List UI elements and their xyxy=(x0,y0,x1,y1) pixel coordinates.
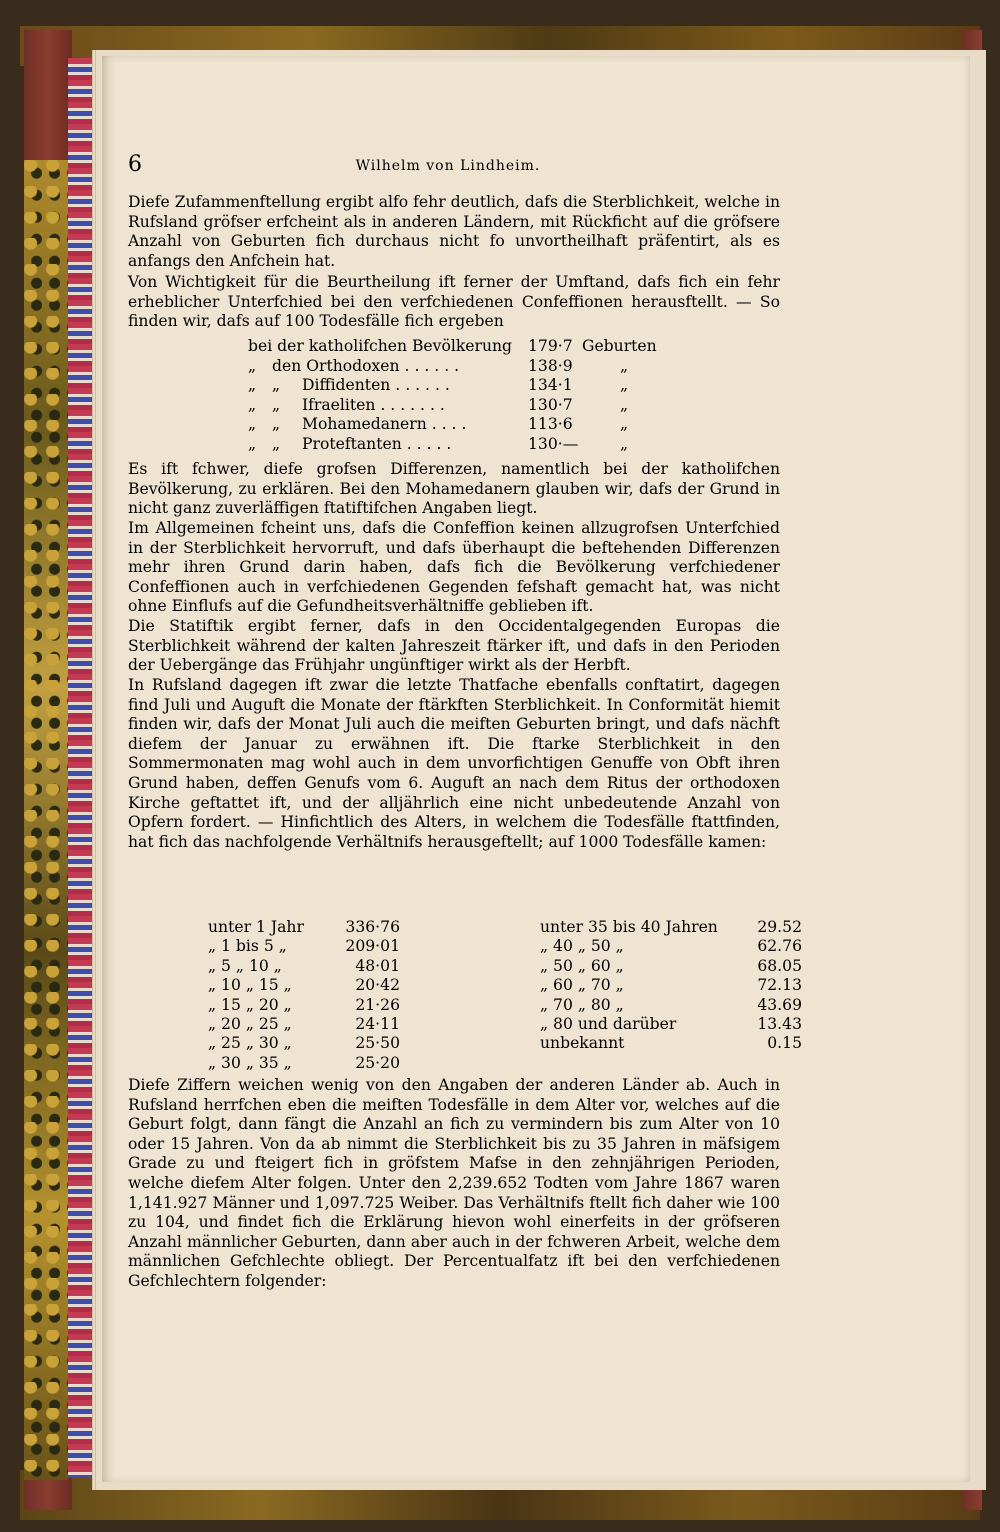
age-row xyxy=(208,937,400,956)
paragraph-3: Es ift fchwer, diefe grofsen Differenzen, namentlich bei der katholifchen Bevölkerung, zu erklären. Bei den Mohamedanern glauben wir, dafs der Grund in nicht ganz zuverläffigen ftatiftifchen Angaben liegt. xyxy=(128,460,780,518)
age-label: „ 15 „ 20 „ xyxy=(208,995,292,1014)
age-value: 29.52 xyxy=(757,918,802,936)
age-value: 336·76 xyxy=(345,918,400,936)
confession-unit: „ xyxy=(620,376,629,395)
ditto-mark: „ xyxy=(248,434,257,453)
age-value: 24·11 xyxy=(355,1014,400,1033)
confession-row xyxy=(248,357,657,377)
age-value: 62.76 xyxy=(757,937,802,956)
age-row xyxy=(540,918,802,937)
paragraph-5: Die Statiftik ergibt ferner, dafs in den Occidentalgegenden Europas die Sterblichkeit während der kalten Jahreszeit ftärker ift, und dafs in den Perioden der Uebergänge das Frühjahr ungünftiger wirkt als der Herbft. xyxy=(128,617,780,675)
age-label: „ 80 und darüber xyxy=(540,1014,677,1033)
age-value: 68.05 xyxy=(757,956,802,975)
age-table-right xyxy=(540,918,802,1054)
age-row xyxy=(208,1015,400,1034)
age-label: „ 20 „ 25 „ xyxy=(208,1014,292,1033)
paragraph-7: Diefe Ziffern weichen wenig von den Angaben der anderen Länder ab. Auch in Rufsland herrfchen eben die meiften Todesfälle in dem Alter vor, welches auf die Geburt folgt, dann fängt die Anzahl an fich zu vermindern bis zum Alter von 10 oder 15 Jahren. Von da ab nimmt die Sterblichkeit bis zu 35 Jahren in mäfsigem Grade zu und fteigert fich in gröfstem Mafse in den zehnjährigen Perioden, welche diefem Alter folgen. Unter den 2,239.652 Todten vom Jahre 1867 waren 1,141.927 Männer und 1,097.725 Weiber. Das Verhältnifs ftellt fich daher wie 100 zu 104, und findet fich die Erklärung hievon wohl einerfeits in der gröfseren Anzahl männlicher Geburten, dann aber auch in der fchweren Arbeit, welche dem männlichen Gefchlechte obliegt. Der Percentualfatz ift bei den verfchiedenen Gefchlechtern folgender: xyxy=(128,1076,780,1290)
confession-label: Diffidenten . . . . . . xyxy=(302,376,450,395)
confession-value: 134·1 xyxy=(528,376,573,395)
ditto-mark: „ xyxy=(272,376,281,395)
age-row xyxy=(208,918,400,937)
confession-value: 130·7 xyxy=(528,395,573,414)
age-label: „ 5 „ 10 „ xyxy=(208,956,282,975)
age-value: 48·01 xyxy=(355,956,400,975)
age-row xyxy=(208,996,400,1015)
age-row xyxy=(540,996,802,1015)
confession-row xyxy=(248,415,657,435)
age-label: „ 1 bis 5 „ xyxy=(208,937,287,956)
paragraph-2: Von Wichtigkeit für die Beurtheilung ift ferner der Umftand, dafs fich ein fehr erheblicher Unterfchied bei den verfchiedenen Confeffionen herausftellt. — So finden wir, dafs auf 100 Todesfälle fich ergeben xyxy=(128,273,780,331)
age-label: unbekannt xyxy=(540,1034,625,1053)
age-row xyxy=(540,957,802,976)
age-row xyxy=(540,1015,802,1034)
ditto-mark: „ xyxy=(248,415,257,434)
confession-label: den Orthodoxen . . . . . . xyxy=(272,356,460,375)
ditto-mark: „ xyxy=(248,376,257,395)
age-label: „ 25 „ 30 „ xyxy=(208,1034,292,1053)
confession-birth-list xyxy=(248,337,657,455)
confession-unit: „ xyxy=(620,356,629,375)
age-row xyxy=(540,976,802,995)
ditto-mark: „ xyxy=(272,434,281,453)
age-value: 72.13 xyxy=(757,976,802,995)
confession-value: 130·— xyxy=(528,434,579,453)
running-head: Wilhelm von Lindheim. xyxy=(355,158,541,174)
confession-row xyxy=(248,396,657,416)
age-value: 25·20 xyxy=(355,1053,400,1072)
age-row xyxy=(208,1054,400,1073)
paragraph-1: Diefe Zufammenftellung ergibt alfo fehr deutlich, dafs die Sterblichkeit, welche in Rufsland gröfser erfcheint als in anderen Ländern, mit Rückficht auf die gröfsere Anzahl von Geburten fich durchaus nicht fo unvortheilhaft präfentirt, als es anfangs den Anfchein hat. xyxy=(128,193,780,270)
age-label: „ 50 „ 60 „ xyxy=(540,956,624,975)
age-label: „ 40 „ 50 „ xyxy=(540,937,624,956)
confession-unit: Geburten xyxy=(582,337,657,355)
confession-value: 138·9 xyxy=(528,356,573,375)
confession-row xyxy=(248,435,657,455)
confession-row xyxy=(248,337,657,357)
age-label: „ 70 „ 80 „ xyxy=(540,995,624,1014)
ditto-mark: „ xyxy=(248,395,257,414)
age-row xyxy=(540,1034,802,1053)
age-value: 0.15 xyxy=(767,1034,802,1053)
confession-unit: „ xyxy=(620,415,629,434)
ditto-mark: „ xyxy=(248,356,257,375)
confession-unit: „ xyxy=(620,434,629,453)
age-value: 43.69 xyxy=(757,995,802,1014)
age-row xyxy=(208,976,400,995)
age-row xyxy=(208,957,400,976)
paragraph-6: In Rufsland dagegen ift zwar die letzte Thatfache ebenfalls conftatirt, dagegen find Juli und Auguft die Monate der ftärkften Sterblichkeit. In Conformität hiemit finden wir, dafs der Monat Juli auch die meiften Geburten bringt, und dafs nächft diefem der Januar zu erwähnen ift. Die ftarke Sterblichkeit in den Sommermonaten mag wohl auch in dem unvorfichtigen Genuffe von Obft ihren Grund haben, deffen Genufs vom 6. Auguft an nach dem Ritus der orthodoxen Kirche geftattet ift, und der alljährlich eine nicht unbedeutende Anzahl von Opfern fordert. — Hinfichtlich des Alters, in welchem die Todesfälle ftattfinden, hat fich das nachfolgende Verhältnifs herausgeftellt; auf 1000 Todesfälle kamen: xyxy=(128,676,780,851)
age-row xyxy=(208,1034,400,1053)
age-label: unter 35 bis 40 Jahren xyxy=(540,918,718,936)
paragraph-4: Im Allgemeinen fcheint uns, dafs die Confeffion keinen allzugrofsen Unterfchied in der Sterblichkeit hervorruft, und dafs überhaupt die beftehenden Differenzen mehr ihren Grund darin haben, dafs fich die Bevölkerung verfchiedener Confeffionen auch in verfchiedenen Gegenden fefshaft gemacht hat, was nicht ohne Einflufs auf die Gefundheitsverhältniffe geblieben ift. xyxy=(128,519,780,616)
confession-value: 113·6 xyxy=(528,415,573,434)
age-label: unter 1 Jahr xyxy=(208,918,304,936)
age-table-left xyxy=(208,918,400,1073)
confession-row xyxy=(248,376,657,396)
ditto-mark: „ xyxy=(272,395,281,414)
confession-label: bei der katholifchen Bevölkerung xyxy=(248,337,513,355)
confession-label: Ifraeliten . . . . . . . xyxy=(302,395,445,414)
age-label: „ 30 „ 35 „ xyxy=(208,1053,292,1072)
confession-label: Mohamedanern . . . . xyxy=(302,415,467,434)
age-value: 20·42 xyxy=(355,976,400,995)
age-value: 13.43 xyxy=(757,1014,802,1033)
confession-value: 179·7 xyxy=(528,337,573,355)
confession-label: Proteftanten . . . . . xyxy=(302,434,452,453)
age-row xyxy=(540,937,802,956)
ditto-mark: „ xyxy=(272,415,281,434)
page-number: 6 xyxy=(128,152,142,177)
page-header xyxy=(128,152,738,182)
marbled-board xyxy=(24,160,68,1480)
age-value: 209·01 xyxy=(345,937,400,956)
age-value: 25·50 xyxy=(355,1034,400,1053)
age-label: „ 10 „ 15 „ xyxy=(208,976,292,995)
age-label: „ 60 „ 70 „ xyxy=(540,976,624,995)
confession-unit: „ xyxy=(620,395,629,414)
age-value: 21·26 xyxy=(355,995,400,1014)
